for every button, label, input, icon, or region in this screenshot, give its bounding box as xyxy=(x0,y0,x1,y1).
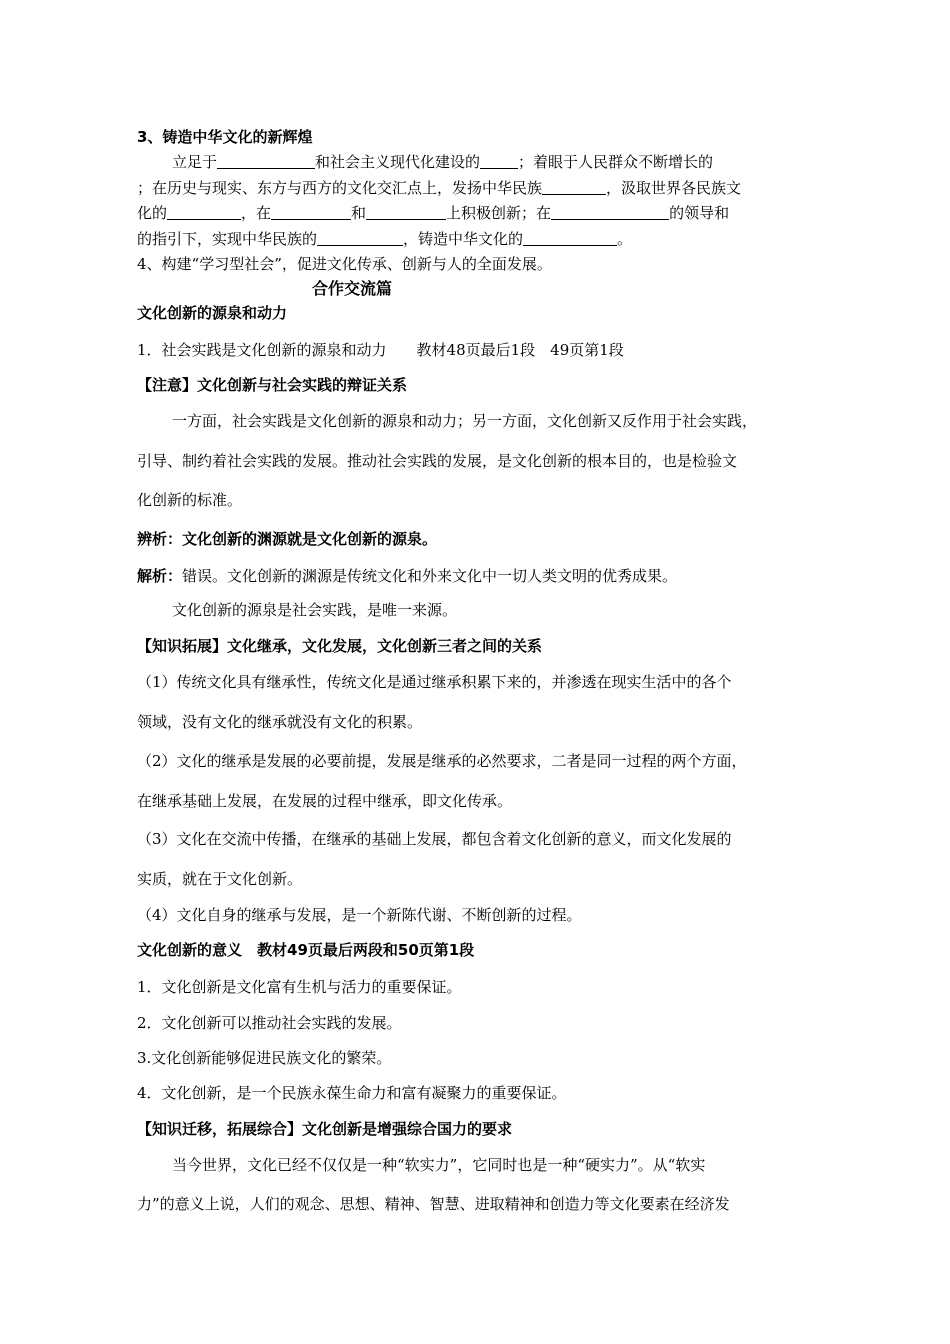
extension-p4: （4）文化自身的继承与发展，是一个新陈代谢、不断创新的过程。 xyxy=(137,906,582,924)
text-segment: 。 xyxy=(617,230,633,248)
fill-blank xyxy=(366,205,446,220)
text-segment: 的领导和 xyxy=(669,204,730,222)
item-4: 4、构建“学习型社会”，促进文化传承、创新与人的全面发展。 xyxy=(137,255,552,273)
text-segment: 和 xyxy=(351,204,367,222)
section-3-line-3 xyxy=(137,203,827,223)
analysis-label: 解析： xyxy=(137,567,183,585)
meaning-item-1: 1．文化创新是文化富有生机与活力的重要保证。 xyxy=(137,978,462,996)
note-line-3: 化创新的标准。 xyxy=(137,491,243,509)
transfer-line-1: 当今世界，文化已经不仅仅是一种“软实力”，它同时也是一种“硬实力”。从“软实 xyxy=(172,1156,706,1174)
note-line-1: 一方面，社会实践是文化创新的源泉和动力；另一方面，文化创新又反作用于社会实践， xyxy=(172,412,758,430)
meaning-item-2: 2．文化创新可以推动社会实践的发展。 xyxy=(137,1014,402,1032)
text-segment: ，汲取世界各民族文 xyxy=(606,179,742,197)
cooperation-title xyxy=(0,279,950,299)
fill-blank xyxy=(167,205,241,220)
transfer-line-2: 力”的意义上说，人们的观念、思想、精神、智慧、进取精神和创造力等文化要素在经济发 xyxy=(137,1195,730,1213)
meaning-heading: 文化创新的意义 教材49页最后两段和50页第1段 xyxy=(137,941,475,959)
text-segment: ；在历史与现实、东方与西方的文化交汇点上，发扬中华民族 xyxy=(137,179,543,197)
section-3-line-2 xyxy=(137,178,827,198)
text-segment: ；着眼于人民群众不断增长的 xyxy=(518,153,714,171)
extension-p2-line-1: （2）文化的继承是发展的必要前提，发展是继承的必然要求，二者是同一过程的两个方面， xyxy=(137,752,747,770)
section-3-line-1 xyxy=(172,152,812,172)
source-p1: 1．社会实践是文化创新的源泉和动力 教材48页最后1段 49页第1段 xyxy=(137,341,624,359)
analysis-answer-2: 文化创新的源泉是社会实践，是唯一来源。 xyxy=(172,601,458,619)
fill-blank xyxy=(317,231,403,246)
text-segment: 化的 xyxy=(137,204,168,222)
analysis-answer-1 xyxy=(137,566,827,586)
extension-p2-line-2: 在继承基础上发展，在发展的过程中继承，即文化传承。 xyxy=(137,792,513,810)
extension-p1-line-2: 领域，没有文化的继承就没有文化的积累。 xyxy=(137,713,423,731)
text-segment: ，在 xyxy=(241,204,272,222)
text-segment: 的指引下，实现中华民族的 xyxy=(137,230,318,248)
extension-p3-line-2: 实质，就在于文化创新。 xyxy=(137,870,303,888)
section-3-line-4 xyxy=(137,229,827,249)
extension-heading: 【知识拓展】文化继承，文化发展，文化创新三者之间的关系 xyxy=(137,637,543,655)
text-segment: 上积极创新；在 xyxy=(446,204,552,222)
meaning-item-3: 3.文化创新能够促进民族文化的繁荣。 xyxy=(137,1049,392,1067)
source-heading: 文化创新的源泉和动力 xyxy=(137,304,288,322)
analysis-text: 错误。文化创新的渊源是传统文化和外来文化中一切人类文明的优秀成果。 xyxy=(182,567,678,585)
text-segment: 和社会主义现代化建设的 xyxy=(315,153,481,171)
fill-blank xyxy=(271,205,351,220)
note-line-2: 引导、制约着社会实践的发展。推动社会实践的发展，是文化创新的根本目的，也是检验文 xyxy=(137,452,738,470)
note-heading: 【注意】文化创新与社会实践的辩证关系 xyxy=(137,376,408,394)
transfer-heading: 【知识迁移，拓展综合】文化创新是增强综合国力的要求 xyxy=(137,1120,513,1138)
text-segment: ，铸造中华文化的 xyxy=(403,230,524,248)
analysis-question: 辨析：文化创新的渊源就是文化创新的源泉。 xyxy=(137,530,438,548)
extension-p1-line-1: （1）传统文化具有继承性，传统文化是通过继承积累下来的，并渗透在现实生活中的各个 xyxy=(137,673,732,691)
section-3-heading: 3、铸造中华文化的新辉煌 xyxy=(137,128,313,146)
cooperation-title-text: 合作交流篇 xyxy=(311,279,392,298)
fill-blank xyxy=(523,231,617,246)
text-segment: 立足于 xyxy=(172,153,218,171)
fill-blank xyxy=(551,205,669,220)
fill-blank xyxy=(217,154,315,169)
fill-blank xyxy=(542,180,606,195)
fill-blank xyxy=(480,154,518,169)
meaning-item-4: 4．文化创新，是一个民族永葆生命力和富有凝聚力的重要保证。 xyxy=(137,1084,567,1102)
extension-p3-line-1: （3）文化在交流中传播，在继承的基础上发展，都包含着文化创新的意义，而文化发展的 xyxy=(137,830,732,848)
